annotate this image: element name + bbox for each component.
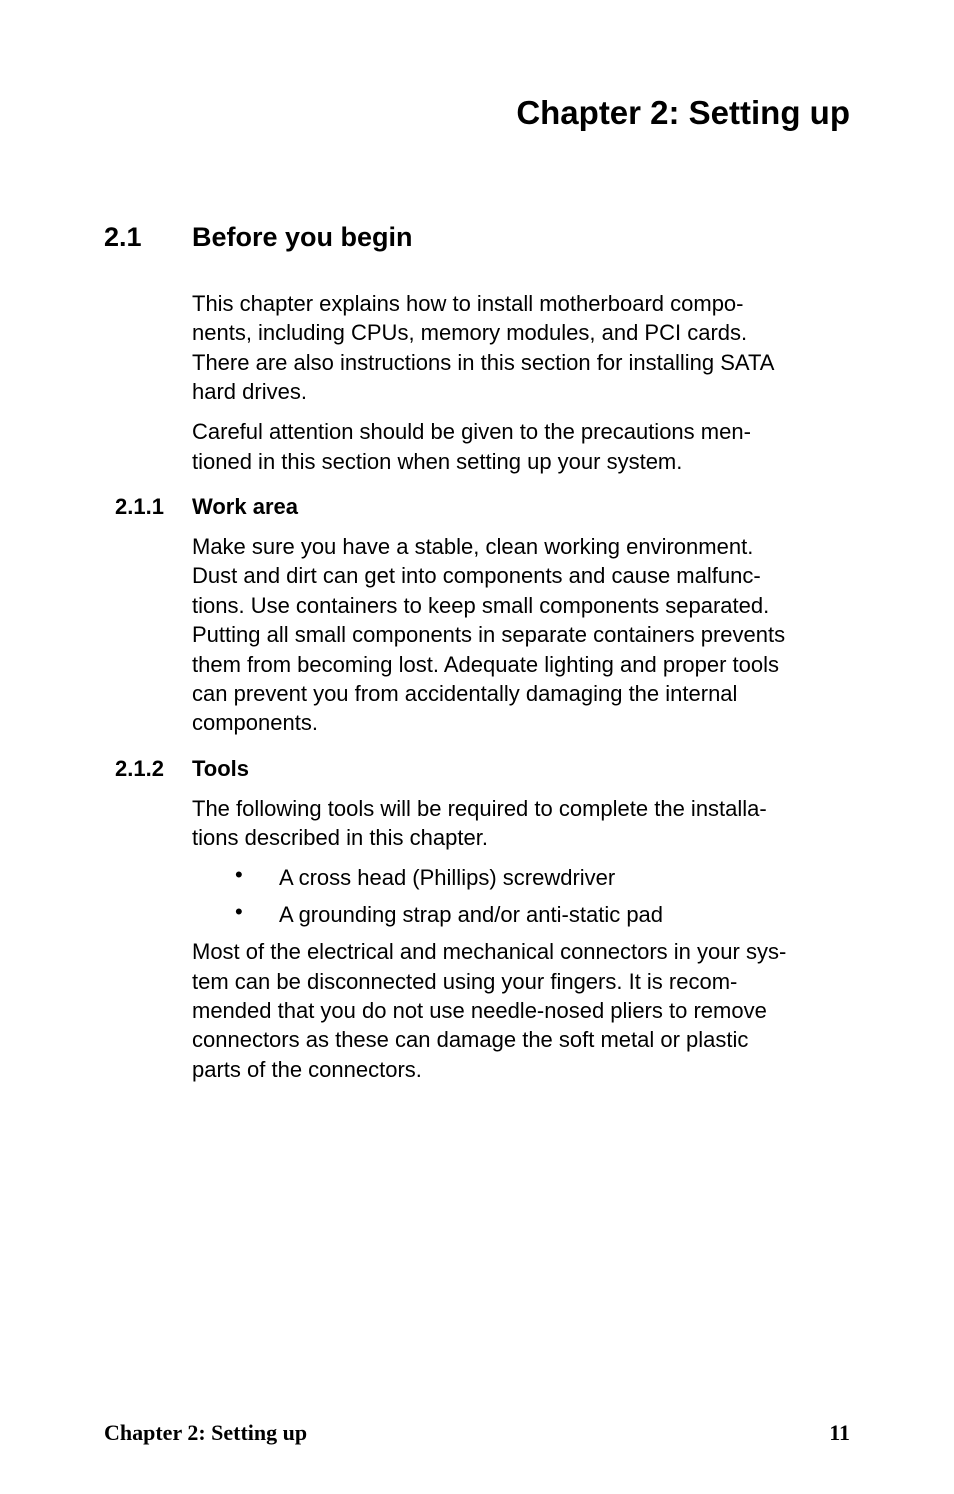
list-item	[192, 863, 862, 892]
subsection-heading-tools	[115, 754, 862, 783]
subsection-title: Work area	[192, 493, 298, 519]
list-item-text: A cross head (Phillips) screwdriver	[279, 865, 616, 891]
tools-intro-paragraph: The following tools will be required to complete the installa- tions described in this chapter.	[192, 795, 767, 851]
work-area-paragraph: Make sure you have a stable, clean working environment. Dust and dirt can get into components and cause malfunc- tions. Use containers to keep small components separated. Putting all small components in separate containers prevents them from becoming lost. Adequate lighting and proper tools can prevent you from accidentally damaging the internal components.	[192, 533, 786, 736]
list-item	[192, 900, 862, 929]
subsection-title: Tools	[192, 755, 250, 781]
section-heading	[104, 220, 413, 254]
bullet-icon: •	[235, 862, 243, 888]
tools-closing-paragraph: Most of the electrical and mechanical connectors in your sys- tem can be disconnected using your fingers. It is recom- mended that you do not use needle-nosed pliers to remove connectors as these can damage the soft metal or plastic parts of the connectors.	[192, 939, 787, 1082]
chapter-title: Chapter 2: Setting up	[516, 94, 850, 131]
list-item-text: A grounding strap and/or anti-static pad	[279, 902, 664, 928]
footer-chapter: Chapter 2: Setting up	[104, 1420, 308, 1445]
bullet-icon: •	[235, 899, 243, 925]
page-footer	[104, 1419, 850, 1447]
subsection-heading-work-area	[115, 492, 862, 521]
tools-list	[192, 863, 862, 929]
section-title: Before you begin	[192, 222, 413, 252]
section-number: 2.1	[104, 222, 142, 252]
subsection-number: 2.1.2	[115, 755, 164, 781]
page-content	[115, 289, 862, 1095]
page-number: 11	[829, 1420, 850, 1445]
subsection-number: 2.1.1	[115, 493, 164, 519]
intro-paragraph-2: Careful attention should be given to the precautions men- tioned in this section when setting up your system.	[192, 419, 751, 474]
intro-paragraph-1: This chapter explains how to install motherboard compo- nents, including CPUs, memory modules, and PCI cards. There are also instructions in this section for installing SATA hard drives.	[192, 291, 775, 405]
